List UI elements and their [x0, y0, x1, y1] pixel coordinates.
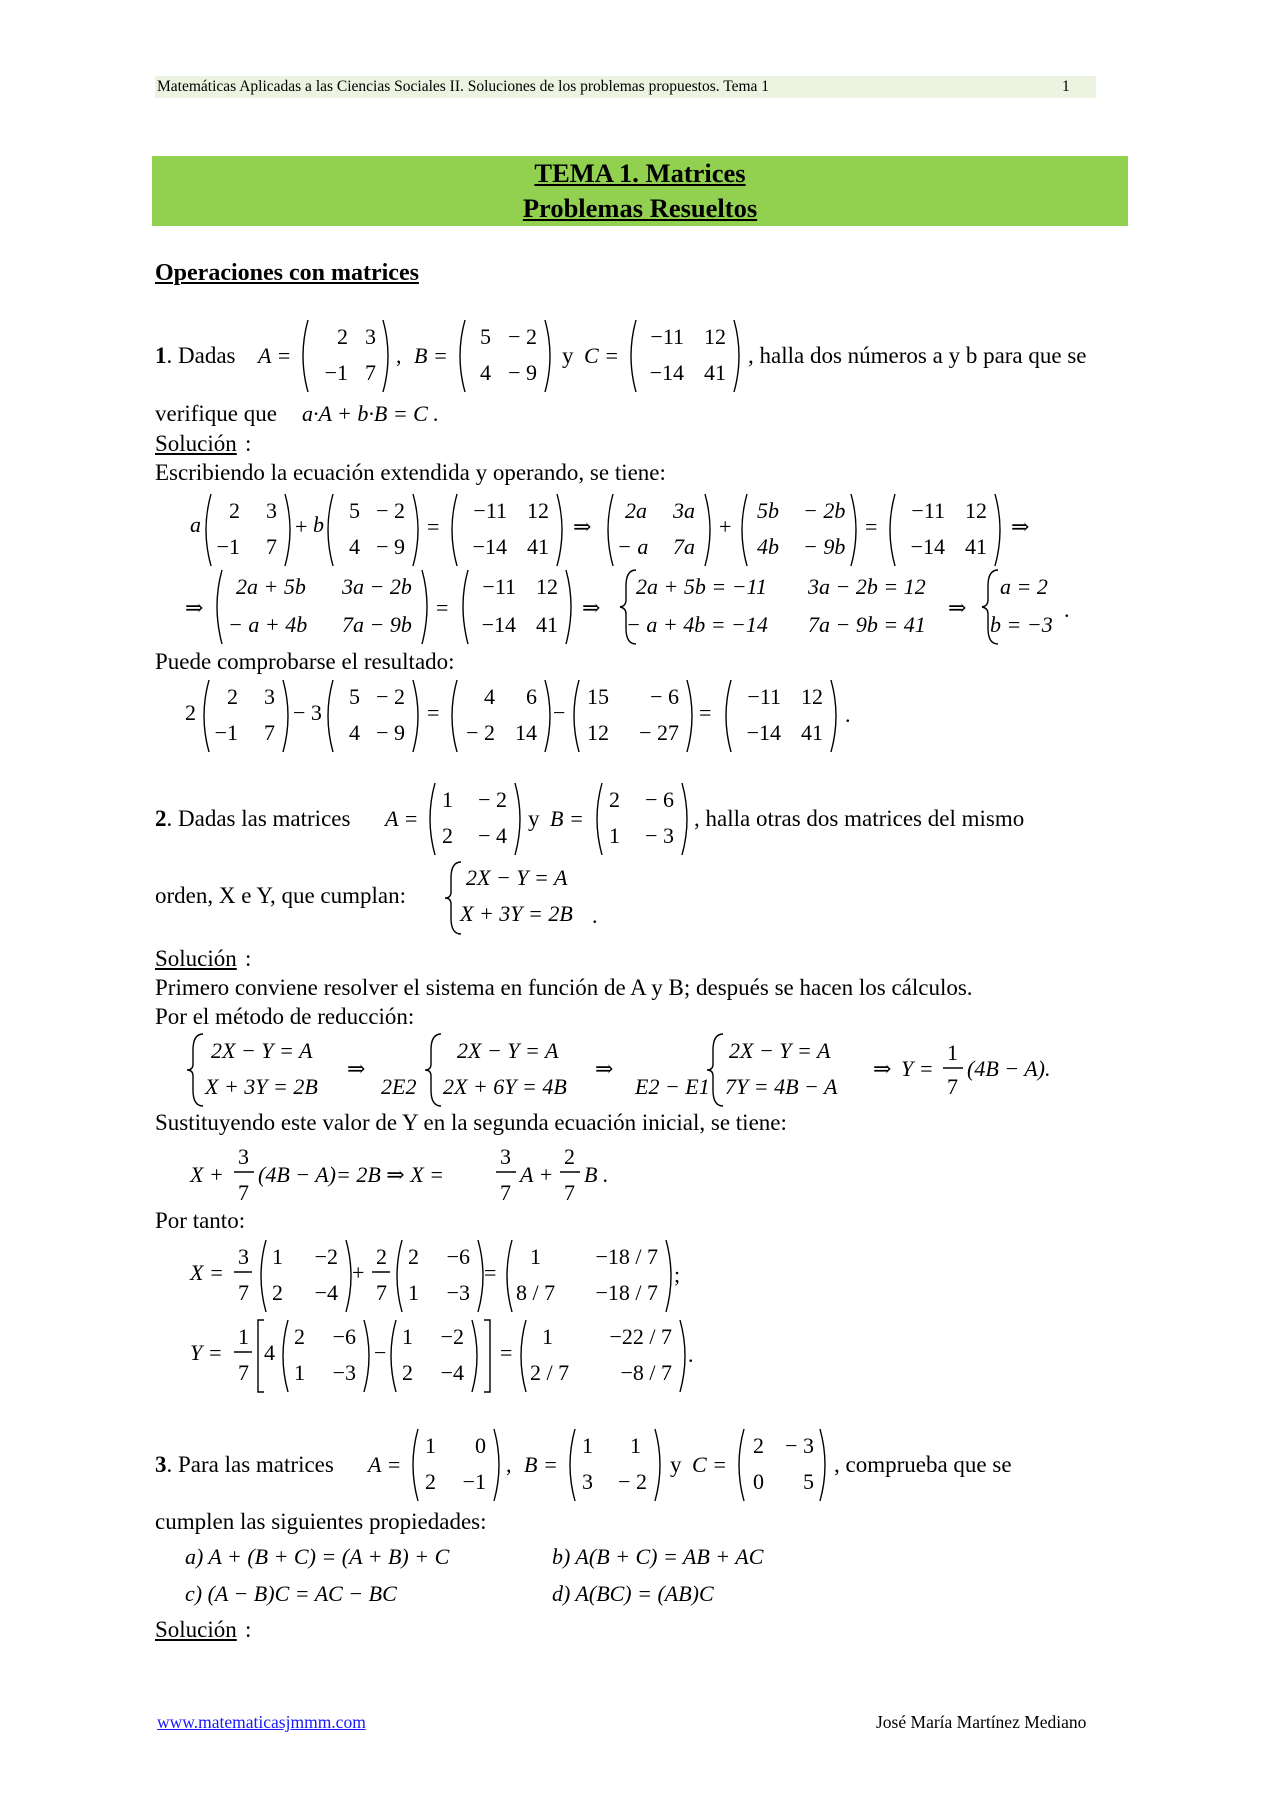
svg-text:−1: −1: [214, 720, 238, 745]
svg-text:0: 0: [753, 1469, 764, 1494]
svg-text:E2 − E1: E2 − E1: [635, 1074, 710, 1099]
svg-text:⇒: ⇒: [573, 514, 592, 539]
svg-text:− 6: − 6: [645, 787, 674, 812]
svg-text:−6: −6: [332, 1324, 356, 1349]
svg-text:14: 14: [515, 720, 537, 745]
svg-text:6: 6: [526, 684, 537, 709]
svg-text:a: a: [190, 512, 201, 537]
svg-text:− 2: − 2: [466, 720, 495, 745]
svg-text:− 3: − 3: [293, 700, 322, 725]
svg-text:2: 2: [442, 823, 453, 848]
section-heading: Operaciones con matrices: [155, 260, 419, 286]
title-line-1: TEMA 1. Matrices: [534, 158, 746, 188]
svg-text:2: 2: [425, 1469, 436, 1494]
svg-text:− 3: − 3: [785, 1433, 814, 1458]
svg-text:−2: −2: [314, 1244, 338, 1269]
svg-text:7: 7: [365, 360, 376, 385]
svg-text:−4: −4: [314, 1280, 338, 1305]
svg-text:12: 12: [587, 720, 609, 745]
svg-text:7: 7: [238, 1280, 249, 1305]
svg-text:12: 12: [704, 324, 726, 349]
svg-text:1: 1: [530, 1244, 541, 1269]
svg-text:1: 1: [630, 1433, 641, 1458]
p2-X-result: [190, 1236, 710, 1316]
p3-property-b: b) A(B + C) = AB + AC: [552, 1544, 764, 1569]
svg-text:B .: B .: [584, 1162, 609, 1187]
p2-matrix-A: [425, 781, 525, 857]
svg-text:=: =: [865, 514, 878, 539]
p1-result-b: b = −3: [990, 612, 1053, 637]
svg-text:3a: 3a: [673, 498, 695, 523]
svg-text:−3: −3: [446, 1280, 470, 1305]
p2-system-eq2: X + 3Y = 2B: [460, 901, 573, 926]
svg-text:−: −: [553, 700, 566, 725]
svg-text:7Y = 4B − A: 7Y = 4B − A: [725, 1074, 838, 1099]
svg-text:41: 41: [965, 534, 987, 559]
svg-text:2: 2: [294, 1324, 305, 1349]
svg-text:12: 12: [965, 498, 987, 523]
p1-matrix-A: [298, 318, 393, 394]
p1-A-label: A =: [258, 343, 292, 368]
p1-check: [185, 676, 865, 756]
svg-text:=: =: [699, 700, 712, 725]
svg-text:.: .: [845, 702, 851, 727]
problem-1-number: 1: [155, 343, 167, 368]
problem-1-statement: 1. Dadas: [155, 343, 236, 368]
problem-3-statement: 3. Para las matrices: [155, 1452, 334, 1477]
svg-text:2: 2: [402, 1360, 413, 1385]
svg-text:A +: A +: [520, 1162, 554, 1187]
svg-text:−8 / 7: −8 / 7: [620, 1360, 672, 1385]
p1-derivation-2b: [458, 568, 576, 646]
svg-text:1: 1: [609, 823, 620, 848]
svg-text:1: 1: [542, 1324, 553, 1349]
p2-substitution-line: Sustituyendo este valor de Y en la segunda ecuación inicial, se tiene:: [155, 1110, 787, 1135]
svg-text:5: 5: [480, 324, 491, 349]
svg-text:1: 1: [425, 1433, 436, 1458]
svg-text:4: 4: [349, 720, 360, 745]
svg-text:− 3: − 3: [645, 823, 674, 848]
svg-text:−11: −11: [747, 684, 781, 709]
svg-text:X + 3Y = 2B: X + 3Y = 2B: [205, 1074, 318, 1099]
svg-text:1: 1: [442, 787, 453, 812]
svg-text:0: 0: [475, 1433, 486, 1458]
svg-text:−11: −11: [473, 498, 507, 523]
svg-text:−1: −1: [462, 1469, 486, 1494]
p1-solution-intro: Escribiendo la ecuación extendida y operando, se tiene:: [155, 460, 666, 485]
svg-text:4: 4: [349, 534, 360, 559]
svg-text:1: 1: [272, 1244, 283, 1269]
title-line-2: Problemas Resueltos: [522, 193, 758, 223]
p2-statement-tail: , halla otras dos matrices del mismo: [694, 806, 1025, 831]
svg-text:2a: 2a: [625, 498, 647, 523]
svg-text:41: 41: [801, 720, 823, 745]
svg-text:(4B − A).: (4B − A).: [967, 1056, 1051, 1081]
p1-sys-eq4: 7a − 9b = 41: [808, 612, 926, 637]
svg-text:7: 7: [564, 1180, 575, 1205]
svg-text:−11: −11: [911, 498, 945, 523]
p2-solution-line1: Primero conviene resolver el sistema en función de A y B; después se hacen los cálculos.: [155, 975, 973, 1000]
svg-text:41: 41: [704, 360, 726, 385]
p3-property-c: c) (A − B)C = AC − BC: [185, 1581, 397, 1606]
p2-A-label: A =: [385, 806, 419, 831]
svg-text:+: +: [719, 514, 732, 539]
p2-solution-label: Solución: [155, 946, 237, 971]
svg-text:1: 1: [408, 1280, 419, 1305]
svg-text:7a: 7a: [673, 534, 695, 559]
p3-B-label: B =: [524, 1452, 558, 1477]
svg-text:−14: −14: [910, 534, 945, 559]
p3-line2: cumplen las siguientes propiedades:: [155, 1509, 487, 1534]
svg-text:2: 2: [376, 1244, 387, 1269]
problem-2-statement: 2. Dadas las matrices: [155, 806, 351, 831]
svg-text:+: +: [295, 514, 308, 539]
svg-text:41: 41: [536, 612, 558, 637]
svg-text:7: 7: [266, 534, 277, 559]
svg-text:3: 3: [500, 1144, 511, 1169]
p1-statement-tail: , halla dos números a y b para que se: [748, 343, 1087, 368]
p2-B-label: B =: [550, 806, 584, 831]
p3-solution-label: Solución: [155, 1617, 237, 1642]
svg-text:−14: −14: [472, 534, 507, 559]
svg-text:7: 7: [238, 1360, 249, 1385]
svg-text:2: 2: [408, 1244, 419, 1269]
svg-text:− 9: − 9: [508, 360, 537, 385]
svg-text:3: 3: [238, 1244, 249, 1269]
svg-text:3: 3: [582, 1469, 593, 1494]
svg-text:7: 7: [238, 1180, 249, 1205]
p2-solution-line2: Por el método de reducción:: [155, 1004, 415, 1029]
p2-system-eq1: 2X − Y = A: [466, 865, 568, 890]
svg-text:2E2: 2E2: [381, 1074, 417, 1099]
svg-text:8 / 7: 8 / 7: [516, 1280, 556, 1305]
svg-text:3: 3: [266, 498, 277, 523]
svg-text:4: 4: [264, 1340, 275, 1365]
svg-text:2: 2: [609, 787, 620, 812]
p2-line2: orden, X e Y, que cumplan:: [155, 883, 407, 908]
svg-text:−1: −1: [324, 360, 348, 385]
svg-text:X =: X =: [190, 1260, 224, 1285]
p3-C-label: C =: [692, 1452, 728, 1477]
p1-matrix-B: [455, 318, 555, 394]
svg-text:5b: 5b: [757, 498, 779, 523]
svg-text:−4: −4: [440, 1360, 464, 1385]
svg-text:2: 2: [753, 1433, 764, 1458]
svg-text:7: 7: [500, 1180, 511, 1205]
svg-text:1: 1: [238, 1324, 249, 1349]
svg-text:2a + 5b: 2a + 5b: [236, 574, 306, 599]
svg-text:4: 4: [484, 684, 495, 709]
svg-text:+: +: [352, 1260, 365, 1285]
p1-line2: verifique que: [155, 401, 277, 426]
running-header-title: Matemáticas Aplicadas a las Ciencias Sociales II. Soluciones de los problemas propuestos. Tema 1: [157, 78, 770, 95]
svg-text:5: 5: [349, 498, 360, 523]
svg-text:2 / 7: 2 / 7: [530, 1360, 570, 1385]
svg-text:1: 1: [294, 1360, 305, 1385]
p1-sys-eq3: − a + 4b = −14: [626, 612, 768, 637]
p1-B-label: B =: [414, 343, 448, 368]
svg-text:− 2: − 2: [376, 684, 405, 709]
svg-text:2: 2: [229, 498, 240, 523]
svg-text:1: 1: [947, 1040, 958, 1065]
svg-text:−3: −3: [332, 1360, 356, 1385]
svg-text:=: =: [484, 1260, 497, 1285]
svg-text:5: 5: [349, 684, 360, 709]
svg-text:− 9: − 9: [376, 720, 405, 745]
svg-text:=: =: [427, 700, 440, 725]
svg-text:⇒: ⇒: [347, 1056, 366, 1081]
p3-matrix-C: [734, 1427, 830, 1503]
svg-text:−6: −6: [446, 1244, 470, 1269]
svg-text:−18 / 7: −18 / 7: [595, 1244, 658, 1269]
svg-text:2X − Y = A: 2X − Y = A: [729, 1038, 831, 1063]
svg-text:;: ;: [674, 1262, 681, 1287]
svg-text:41: 41: [527, 534, 549, 559]
svg-text:7: 7: [947, 1074, 958, 1099]
p1-derivation-2a: [212, 568, 432, 646]
svg-text:3: 3: [365, 324, 376, 349]
svg-text:12: 12: [536, 574, 558, 599]
p2-matrix-B: [592, 781, 692, 857]
svg-text:− 27: − 27: [639, 720, 679, 745]
svg-text:=: =: [427, 514, 440, 539]
svg-text:⇒: ⇒: [873, 1056, 892, 1081]
p3-A-label: A =: [368, 1452, 402, 1477]
svg-text:−1: −1: [216, 534, 240, 559]
svg-text:−14: −14: [481, 612, 516, 637]
svg-text:− 2b: − 2b: [803, 498, 846, 523]
svg-text:− 2: − 2: [508, 324, 537, 349]
problem-3-number: 3: [155, 1452, 167, 1477]
page-number: 1: [1062, 78, 1070, 95]
svg-text:1: 1: [582, 1433, 593, 1458]
svg-text:.: .: [688, 1342, 694, 1367]
svg-text:2: 2: [564, 1144, 575, 1169]
svg-text:−: −: [374, 1340, 387, 1365]
svg-text:− 6: − 6: [650, 684, 679, 709]
svg-text:−11: −11: [482, 574, 516, 599]
svg-text:− 9: − 9: [376, 534, 405, 559]
svg-text:4b: 4b: [757, 534, 779, 559]
p3-matrix-A: [408, 1427, 504, 1503]
svg-text:3: 3: [238, 1144, 249, 1169]
footer-author: José María Martínez Mediano: [876, 1712, 1087, 1732]
svg-text:15: 15: [587, 684, 609, 709]
svg-text:Y =: Y =: [901, 1056, 934, 1081]
p1-sys-eq2: 3a − 2b = 12: [808, 574, 926, 599]
svg-text:b: b: [313, 512, 324, 537]
svg-text:7a − 9b: 7a − 9b: [342, 612, 412, 637]
p1-solution-label: Solución: [155, 431, 237, 456]
svg-text:2X + 6Y = 4B: 2X + 6Y = 4B: [443, 1074, 567, 1099]
p1-matrix-C: [626, 318, 744, 394]
svg-text:1: 1: [402, 1324, 413, 1349]
p2-Y-result: [190, 1316, 710, 1396]
svg-text:⇒: ⇒: [595, 1056, 614, 1081]
p1-C-label: C =: [584, 343, 620, 368]
p3-property-d: d) A(BC) = (AB)C: [552, 1581, 714, 1606]
svg-text:=: =: [500, 1340, 513, 1365]
svg-text:7: 7: [264, 720, 275, 745]
svg-text:4: 4: [480, 360, 491, 385]
p1-check-intro: Puede comprobarse el resultado:: [155, 649, 455, 674]
svg-text:−14: −14: [649, 360, 684, 385]
p2-reduction: [185, 1030, 1085, 1110]
svg-text:− 2: − 2: [478, 787, 507, 812]
svg-text:− 2: − 2: [618, 1469, 647, 1494]
svg-text:− 4: − 4: [478, 823, 507, 848]
p2-substitution-eq: [190, 1138, 650, 1214]
svg-text:−14: −14: [746, 720, 781, 745]
svg-text:X +: X +: [190, 1162, 224, 1187]
svg-text:5: 5: [803, 1469, 814, 1494]
svg-text:2X − Y = A: 2X − Y = A: [457, 1038, 559, 1063]
svg-text:−22 / 7: −22 / 7: [609, 1324, 672, 1349]
p3-statement-tail: , comprueba que se: [834, 1452, 1012, 1477]
svg-text:2X − Y = A: 2X − Y = A: [211, 1038, 313, 1063]
svg-text:⇒: ⇒: [1011, 514, 1030, 539]
problem-2-number: 2: [155, 806, 167, 831]
p3-matrix-B: [565, 1427, 665, 1503]
svg-text:3: 3: [264, 684, 275, 709]
svg-text:3a − 2b: 3a − 2b: [342, 574, 412, 599]
svg-text:2: 2: [272, 1280, 283, 1305]
svg-text:−2: −2: [440, 1324, 464, 1349]
svg-text:−11: −11: [650, 324, 684, 349]
svg-text:−18 / 7: −18 / 7: [595, 1280, 658, 1305]
p1-equation: a·A + b·B = C .: [302, 401, 439, 426]
p1-derivation-1: [185, 490, 1045, 570]
footer-website-link[interactable]: www.matematicasjmmm.com: [157, 1712, 366, 1732]
svg-text:− 9b: − 9b: [803, 534, 846, 559]
svg-text:− a: − a: [617, 534, 649, 559]
svg-text:(4B − A)= 2B ⇒ X =: (4B − A)= 2B ⇒ X =: [258, 1162, 444, 1187]
p1-result-a: a = 2: [1000, 574, 1048, 599]
svg-text:2: 2: [337, 324, 348, 349]
p2-therefore: Por tanto:: [155, 1208, 246, 1233]
svg-text:7: 7: [376, 1280, 387, 1305]
svg-text:12: 12: [527, 498, 549, 523]
svg-text:2: 2: [227, 684, 238, 709]
svg-text:− a + 4b: − a + 4b: [228, 612, 308, 637]
svg-text:− 2: − 2: [376, 498, 405, 523]
p3-property-a: a) A + (B + C) = (A + B) + C: [185, 1544, 450, 1569]
svg-text:12: 12: [801, 684, 823, 709]
svg-text:Y =: Y =: [190, 1340, 223, 1365]
p1-sys-eq1: 2a + 5b = −11: [636, 574, 767, 599]
svg-text:2: 2: [185, 700, 196, 725]
